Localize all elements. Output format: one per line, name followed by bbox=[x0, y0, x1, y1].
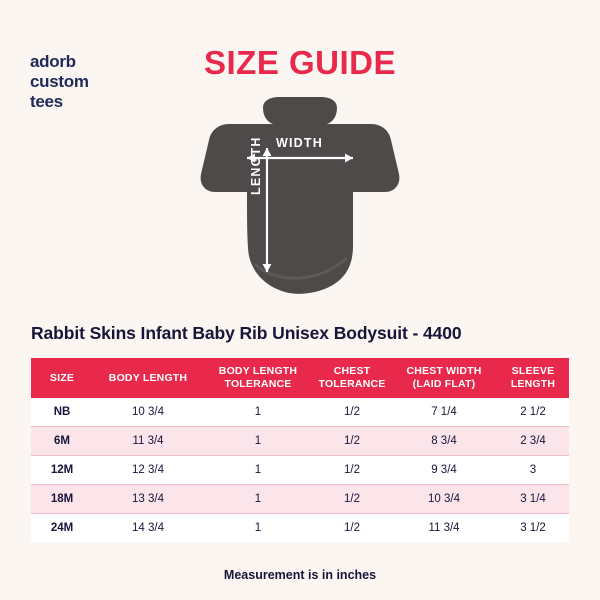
cell-body-length: 10 3/4 bbox=[93, 398, 203, 427]
brand-logo-line-3: tees bbox=[30, 91, 63, 111]
cell-chest-tolerance: 1/2 bbox=[313, 456, 391, 485]
cell-body-length-tolerance: 1 bbox=[203, 514, 313, 543]
column-header-body-length-tolerance: BODY LENGTH TOLERANCE bbox=[203, 358, 313, 398]
cell-chest-width: 8 3/4 bbox=[391, 427, 497, 456]
bodysuit-graphic bbox=[175, 96, 425, 311]
cell-sleeve-length: 3 1/2 bbox=[497, 514, 569, 543]
table-header-row bbox=[31, 358, 569, 398]
cell-body-length: 13 3/4 bbox=[93, 485, 203, 514]
cell-body-length-tolerance: 1 bbox=[203, 398, 313, 427]
table-row bbox=[31, 514, 569, 543]
cell-chest-width: 11 3/4 bbox=[391, 514, 497, 543]
cell-size: 6M bbox=[31, 427, 93, 456]
brand-logo-line-1: adorb bbox=[30, 52, 76, 71]
cell-sleeve-length: 3 1/4 bbox=[497, 485, 569, 514]
column-header-chest-width: CHEST WIDTH (LAID FLAT) bbox=[391, 358, 497, 398]
table-row bbox=[31, 398, 569, 427]
table-row bbox=[31, 485, 569, 514]
bodysuit-illustration bbox=[175, 96, 425, 311]
column-header-sleeve-length: SLEEVE LENGTH bbox=[497, 358, 569, 398]
size-chart-table bbox=[31, 358, 569, 542]
cell-size: 12M bbox=[31, 456, 93, 485]
cell-body-length-tolerance: 1 bbox=[203, 456, 313, 485]
cell-chest-tolerance: 1/2 bbox=[313, 514, 391, 543]
cell-chest-width: 9 3/4 bbox=[391, 456, 497, 485]
product-title: Rabbit Skins Infant Baby Rib Unisex Bodysuit - 4400 bbox=[31, 323, 462, 343]
cell-size: 24M bbox=[31, 514, 93, 543]
cell-chest-width: 10 3/4 bbox=[391, 485, 497, 514]
cell-chest-tolerance: 1/2 bbox=[313, 485, 391, 514]
cell-body-length: 11 3/4 bbox=[93, 427, 203, 456]
page-title: SIZE GUIDE bbox=[203, 44, 397, 81]
cell-chest-tolerance: 1/2 bbox=[313, 398, 391, 427]
column-header-size: SIZE bbox=[31, 358, 93, 398]
cell-size: 18M bbox=[31, 485, 93, 514]
length-measure-label: LENGTH bbox=[249, 136, 263, 195]
table-row bbox=[31, 456, 569, 485]
cell-size: NB bbox=[31, 398, 93, 427]
cell-body-length: 12 3/4 bbox=[93, 456, 203, 485]
cell-sleeve-length: 2 3/4 bbox=[497, 427, 569, 456]
cell-body-length-tolerance: 1 bbox=[203, 427, 313, 456]
brand-logo-line-2: custom bbox=[30, 71, 89, 91]
cell-chest-tolerance: 1/2 bbox=[313, 427, 391, 456]
cell-body-length-tolerance: 1 bbox=[203, 485, 313, 514]
measurement-note: Measurement is in inches bbox=[223, 568, 377, 582]
cell-body-length: 14 3/4 bbox=[93, 514, 203, 543]
cell-chest-width: 7 1/4 bbox=[391, 398, 497, 427]
cell-sleeve-length: 3 bbox=[497, 456, 569, 485]
cell-sleeve-length: 2 1/2 bbox=[497, 398, 569, 427]
width-measure-label: WIDTH bbox=[276, 136, 323, 150]
table-row bbox=[31, 427, 569, 456]
column-header-body-length: BODY LENGTH bbox=[93, 358, 203, 398]
column-header-chest-tolerance: CHEST TOLERANCE bbox=[313, 358, 391, 398]
